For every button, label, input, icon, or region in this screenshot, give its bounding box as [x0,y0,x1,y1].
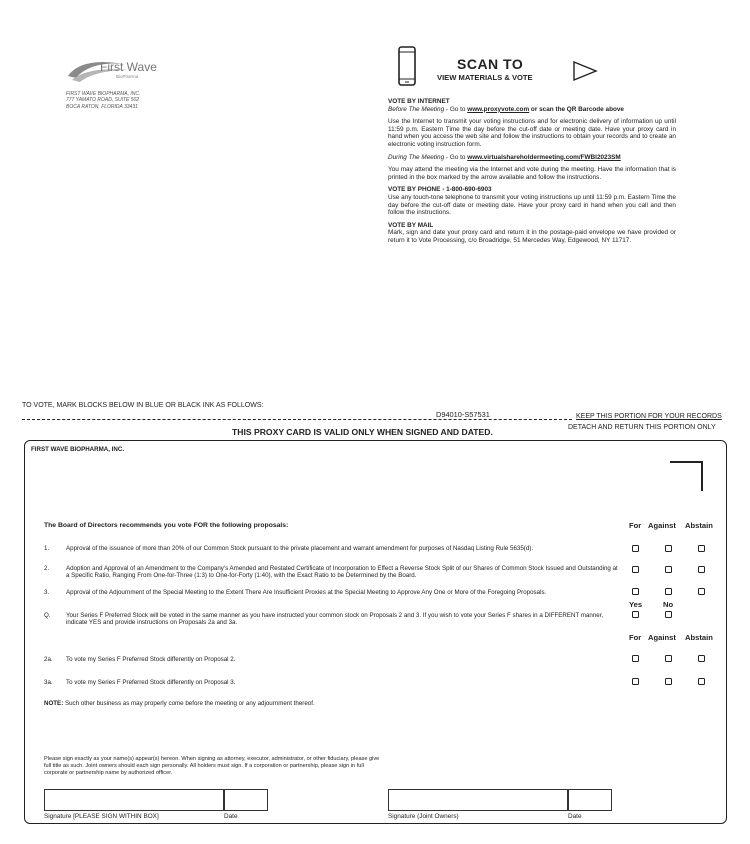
company-logo [64,58,194,84]
logo-sub: BioPharma [116,74,139,79]
before-meeting-prefix: - Go to [444,105,468,113]
board-recommendation: The Board of Directors recommends you vote FOR the following proposals: [44,522,289,529]
during-meeting-line [388,154,676,162]
card-company-label: FIRST WAVE BIOPHARMA, INC. [31,446,125,453]
keep-portion-label: KEEP THIS PORTION FOR YOUR RECORDS [576,413,722,420]
valid-notice: THIS PROXY CARD IS VALID ONLY WHEN SIGNED AND DATED. [232,427,493,437]
proposal-3-against-checkbox[interactable] [665,588,672,595]
proposal-text: Your Series F Preferred Stock will be voted in the same manner as you have instructed your common stock on Proposals 2 and 3. If you wish to vote your Series F shares in a DIFFERENT manner, indicate YES and provide instructions on Proposals 2a and 3a. [66,612,604,627]
proposal-text: Adoption and Approval of an Amendment to the Company's Amended and Restated Certificate of Incorporation to Effect a Reverse Stock Split of our Shares of Common Stock Issued and Outstanding at a Specific Ratio, Ranging From One-for-Three (1:3) to One-for-Forty (1:40), with the Exact Ratio to be Determined by the Board. [66,565,618,580]
proposal-1-against-checkbox[interactable] [665,545,672,552]
proposal-number: 3a. [44,679,53,686]
col-against-2: Against [648,633,676,642]
internet-heading: VOTE BY INTERNET [388,98,450,105]
col-for-2: For [629,633,642,642]
proposal-number: 3. [44,589,50,596]
before-meeting-line [388,106,676,114]
mark-instruction: TO VOTE, MARK BLOCKS BELOW IN BLUE OR BLACK INK AS FOLLOWS: [22,402,264,409]
col-against: Against [648,521,676,530]
proposal-text: Approval of the Adjournment of the Special Meeting to the Extent There Are Insufficient Proxies at the Special Meeting to Approve Any One or More of the Foregoing Proposals. [66,589,547,596]
phone-icon [398,46,416,86]
col-for: For [629,521,642,530]
address-line2: 777 YAMATO ROAD, SUITE 502 [66,97,140,104]
phone-heading: VOTE BY PHONE - 1-800-690-6903 [388,186,492,194]
date-label-primary: Date [224,813,238,820]
proposal-3-for-checkbox[interactable] [632,588,639,595]
corner-marker-icon [668,460,704,492]
note-line [44,700,315,707]
proposal-2a-for-checkbox[interactable] [632,655,639,662]
before-meeting-suffix: or scan the QR Barcode above [529,105,624,113]
question-q-yes-checkbox[interactable] [632,611,639,618]
proposal-2-for-checkbox[interactable] [632,566,639,573]
address-line1: FIRST WAVE BIOPHARMA, INC. [66,91,141,97]
col-yes: Yes [629,600,643,609]
phone-text: Use any touch-tone telephone to transmit your voting instructions up until 11:59 p.m. Eastern Time the day before the cut-off date or meeting date. Have your proxy card in hand when you call and then follow the instructions. [388,193,676,217]
company-address [66,91,140,110]
proposal-text: To vote my Series F Preferred Stock differently on Proposal 2. [66,656,236,663]
address-line3: BOCA RATON, FLORIDA 33431 [66,103,138,110]
during-meeting-label: During The Meeting [388,153,445,161]
detach-dashed-line [22,419,572,420]
scan-title: SCAN TO [457,56,524,72]
proposal-2a-against-checkbox[interactable] [665,655,672,662]
detach-portion-label: DETACH AND RETURN THIS PORTION ONLY [568,424,716,431]
proposal-number: Q. [44,612,51,619]
logo-name: First Wave [100,60,157,74]
proposal-number: 1. [44,545,50,552]
mail-heading: VOTE BY MAIL [388,221,434,229]
date-box-joint[interactable] [568,789,612,811]
proposal-2-against-checkbox[interactable] [665,566,672,573]
proposal-number: 2. [44,565,50,572]
question-q-no-checkbox[interactable] [665,611,672,618]
proposal-1-abstain-checkbox[interactable] [698,545,705,552]
proposal-text: To vote my Series F Preferred Stock differently on Proposal 3. [66,679,236,686]
signature-box-primary[interactable] [44,789,224,811]
virtual-meeting-link[interactable]: www.virtualshareholdermeeting.com/FWBI2023SM [467,153,621,161]
control-code: D94010-S57531 [436,410,490,419]
during-text: You may attend the meeting via the Internet and vote during the meeting. Have the information that is printed in the box marked by the arrow available and follow the instructions. [388,166,676,181]
proposal-1-for-checkbox[interactable] [632,545,639,552]
voting-instructions [388,98,676,245]
sign-instructions: Please sign exactly as your name(s) appear(s) hereon. When signing as attorney, executor, administrator, or other fiduciary, please give full title as such. Joint owners should each sign personally. All holders must sign. If a corporation or partnership, please sign in full corporate or partnership name by authorized officer. [44,756,380,776]
col-no: No [663,600,674,609]
signature-box-joint[interactable] [388,789,568,811]
date-label-joint: Date [568,813,582,820]
proxyvote-link[interactable]: www.proxyvote.com [467,105,530,113]
internet-text: Use the Internet to transmit your voting instructions and for electronic delivery of information up until 11:59 p.m. Eastern Time the day before the cut-off date or meeting date. Have your proxy card in hand when you access the web site and follow the instructions to obtain your records and to create an electronic voting instruction form. [388,118,676,148]
proposal-text: Approval of the issuance of more than 20% of our Common Stock pursuant to the private placement and warrant amendment for purposes of Nasdaq Listing Rule 5635(d). [66,545,534,552]
date-box-primary[interactable] [224,789,268,811]
proposal-3a-against-checkbox[interactable] [665,678,672,685]
during-meeting-prefix: - Go to [444,153,468,161]
note-label: NOTE: [44,700,64,707]
scan-subtitle: VIEW MATERIALS & VOTE [437,73,533,82]
proposal-3a-for-checkbox[interactable] [632,678,639,685]
signature-label-joint: Signature (Joint Owners) [388,813,459,820]
proposal-2-abstain-checkbox[interactable] [698,566,705,573]
arrow-right-icon [572,60,598,82]
proposal-number: 2a. [44,656,53,663]
proposal-3-abstain-checkbox[interactable] [698,588,705,595]
signature-label-primary: Signature [PLEASE SIGN WITHIN BOX] [44,813,159,820]
col-abstain-2: Abstain [685,633,713,642]
col-abstain: Abstain [685,521,713,530]
note-text: Such other business as may properly come before the meeting or any adjournment thereof. [63,700,315,707]
proposal-3a-abstain-checkbox[interactable] [698,678,705,685]
before-meeting-label: Before The Meeting [388,105,445,113]
mail-text: Mark, sign and date your proxy card and return it in the postage-paid envelope we have provided or return it to Vote Processing, c/o Broadridge, 51 Mercedes Way, Edgewood, NY 11717. [388,229,676,244]
proposal-2a-abstain-checkbox[interactable] [698,655,705,662]
